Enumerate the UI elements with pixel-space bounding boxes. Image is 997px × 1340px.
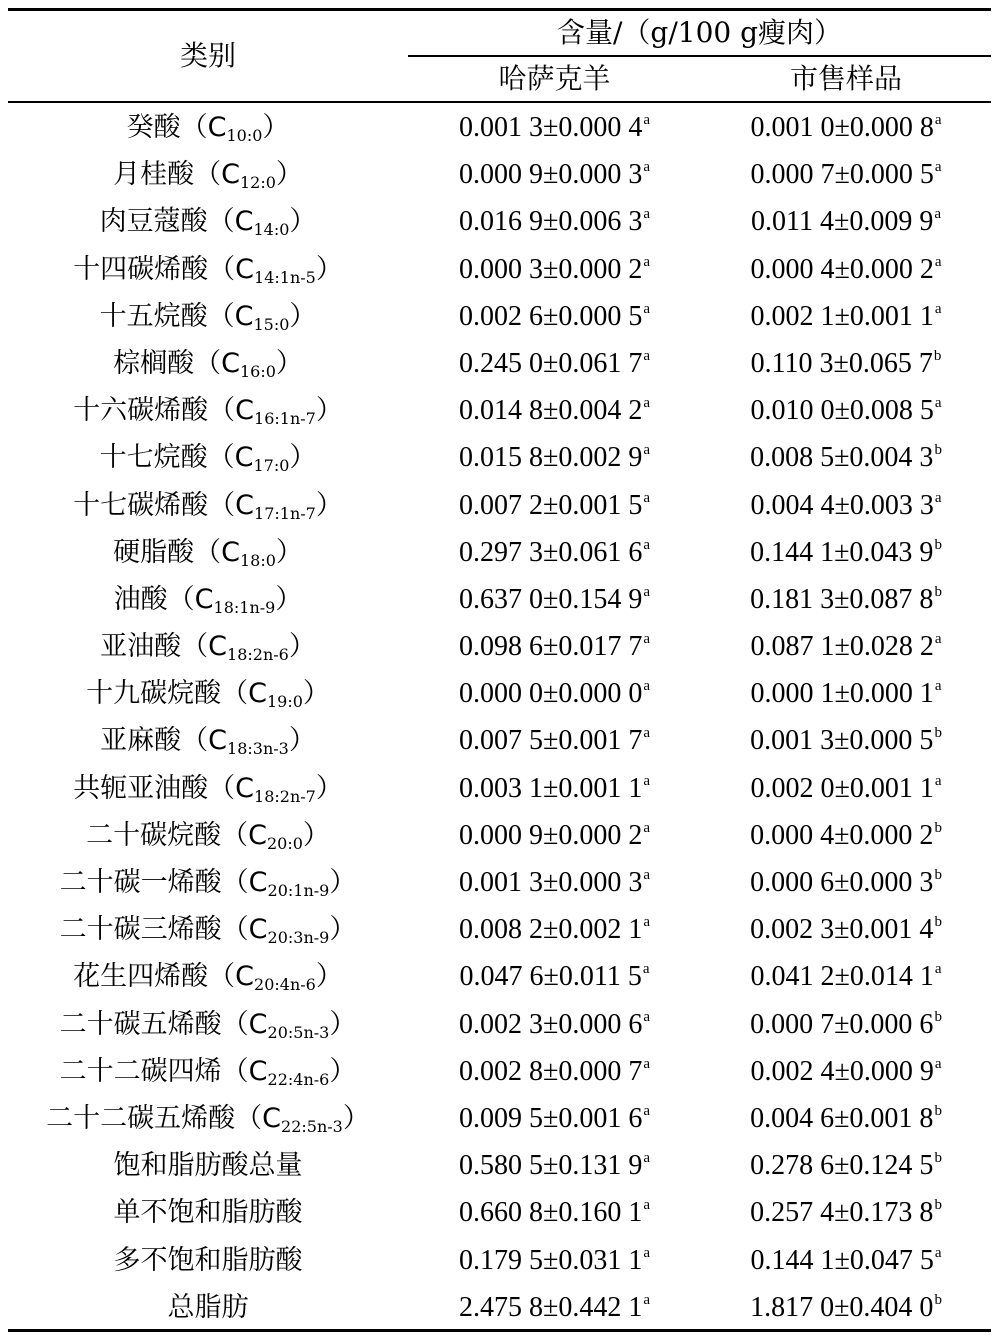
row-category: 亚麻酸$(C_{18:3n-3})$ bbox=[100, 725, 316, 759]
row-category: 月桂酸$(C_{12:0})$ bbox=[113, 159, 303, 193]
significance-letter: a bbox=[643, 772, 651, 789]
table-row bbox=[8, 623, 991, 670]
significance-letter: a bbox=[643, 631, 651, 648]
significance-letter: a bbox=[934, 489, 942, 506]
row-value-market-sample: 0.001 0±0.000 8$^a$ bbox=[750, 112, 942, 143]
row-value-kazakh-sheep: 0.001 3±0.000 4$^a$ bbox=[458, 112, 651, 143]
row-category: 总脂肪 bbox=[167, 1291, 249, 1323]
significance-letter: a bbox=[643, 536, 651, 553]
row-value-kazakh-sheep: 0.015 8±0.002 9$^a$ bbox=[458, 442, 651, 474]
significance-letter: b bbox=[934, 1197, 942, 1214]
header-col-kazakh-sheep: 哈萨克羊 bbox=[498, 62, 611, 95]
row-value-kazakh-sheep: 0.003 1±0.001 1$^a$ bbox=[458, 772, 651, 804]
table-body bbox=[8, 104, 991, 1331]
table-row bbox=[8, 576, 991, 623]
row-category: 十七烷酸$(C_{17:0})$ bbox=[99, 442, 317, 476]
table-top-rule bbox=[8, 8, 991, 11]
row-value-market-sample: 0.010 0±0.008 5$^a$ bbox=[750, 395, 942, 427]
significance-letter: b bbox=[934, 583, 942, 600]
row-category: 花生四烯酸$(C_{20:4n-6})$ bbox=[73, 961, 343, 995]
row-category: 二十二碳五烯酸$(C_{22:5n-3})$ bbox=[46, 1102, 370, 1136]
table-row bbox=[8, 812, 991, 859]
significance-letter: a bbox=[643, 1150, 651, 1167]
table-row bbox=[8, 104, 991, 151]
row-value-market-sample: 0.004 4±0.003 3$^a$ bbox=[750, 489, 942, 521]
row-category: 十六碳烯酸$(C_{16:1n-7})$ bbox=[73, 395, 343, 429]
row-value-kazakh-sheep: 0.002 8±0.000 7$^a$ bbox=[458, 1055, 651, 1087]
row-value-kazakh-sheep: 0.007 2±0.001 5$^a$ bbox=[458, 489, 651, 521]
significance-letter: a bbox=[643, 725, 651, 742]
significance-letter: b bbox=[934, 867, 942, 883]
row-category: 亚油酸$(C_{18:2n-6})$ bbox=[100, 631, 316, 665]
significance-letter: a bbox=[643, 347, 651, 364]
significance-letter: a bbox=[643, 300, 651, 317]
significance-letter: a bbox=[934, 159, 942, 176]
row-category: 十九碳烷酸$(C_{19:0})$ bbox=[86, 678, 330, 712]
significance-letter: a bbox=[934, 772, 942, 789]
row-value-kazakh-sheep: 0.007 5±0.001 7$^a$ bbox=[458, 725, 651, 757]
row-value-market-sample: 0.181 3±0.087 8$^b$ bbox=[750, 583, 942, 615]
row-value-market-sample: 0.000 4±0.000 2$^a$ bbox=[750, 253, 942, 285]
significance-letter: a bbox=[643, 395, 651, 412]
table-row bbox=[8, 1284, 991, 1331]
significance-letter: a bbox=[643, 583, 651, 600]
row-value-kazakh-sheep: 0.016 9±0.006 3$^a$ bbox=[458, 206, 651, 238]
significance-letter: a bbox=[643, 1102, 651, 1119]
row-value-kazakh-sheep: 0.297 3±0.061 6$^a$ bbox=[458, 536, 651, 568]
table-row bbox=[8, 1001, 991, 1048]
row-value-kazakh-sheep: 0.245 0±0.061 7$^a$ bbox=[458, 347, 651, 379]
table-row bbox=[8, 387, 991, 434]
significance-letter: a bbox=[934, 300, 942, 317]
row-value-market-sample: 0.144 1±0.047 5$^a$ bbox=[750, 1244, 942, 1276]
table-row bbox=[8, 953, 991, 1000]
row-category: 油酸$(C_{18:1n-9})$ bbox=[113, 583, 303, 617]
table-row bbox=[8, 434, 991, 481]
significance-letter: a bbox=[643, 867, 651, 883]
row-value-market-sample: 0.011 4±0.009 9$^a$ bbox=[751, 206, 941, 238]
row-value-market-sample: 0.002 1±0.001 1$^a$ bbox=[750, 300, 942, 332]
row-category: 肉豆蔻酸$(C_{14:0})$ bbox=[99, 206, 317, 240]
row-value-kazakh-sheep: 0.098 6±0.017 7$^a$ bbox=[458, 631, 651, 663]
header-content: 含量/（g/100 g瘦肉） bbox=[556, 16, 843, 49]
table-row bbox=[8, 529, 991, 576]
significance-letter: a bbox=[642, 961, 650, 978]
row-value-market-sample: 0.002 3±0.001 4$^b$ bbox=[750, 914, 942, 946]
row-value-kazakh-sheep: 0.179 5±0.031 1$^a$ bbox=[458, 1244, 651, 1276]
significance-letter: a bbox=[643, 678, 651, 695]
significance-letter: a bbox=[934, 395, 942, 412]
table-row bbox=[8, 1189, 991, 1236]
significance-letter: a bbox=[934, 1055, 942, 1072]
table-row bbox=[8, 198, 991, 245]
row-value-kazakh-sheep: 0.001 3±0.000 3$^a$ bbox=[458, 867, 651, 898]
significance-letter: a bbox=[643, 1055, 651, 1072]
row-value-market-sample: 0.144 1±0.043 9$^b$ bbox=[750, 536, 942, 568]
significance-letter: a bbox=[643, 159, 651, 176]
row-value-kazakh-sheep: 0.580 5±0.131 9$^a$ bbox=[458, 1150, 651, 1182]
row-value-market-sample: 0.000 4±0.000 2$^b$ bbox=[750, 819, 942, 851]
table-row bbox=[8, 482, 991, 529]
significance-letter: b bbox=[933, 347, 942, 364]
table-bottom-rule bbox=[8, 1329, 991, 1332]
row-value-market-sample: 0.001 3±0.000 5$^b$ bbox=[750, 725, 942, 757]
significance-letter: a bbox=[934, 253, 942, 270]
row-value-kazakh-sheep: 0.000 9±0.000 3$^a$ bbox=[458, 159, 651, 191]
table-row bbox=[8, 340, 991, 387]
table-row bbox=[8, 1095, 991, 1142]
row-category: 共轭亚油酸$(C_{18:2n-7})$ bbox=[73, 772, 343, 806]
table-row bbox=[8, 906, 991, 953]
significance-letter: a bbox=[643, 489, 651, 506]
row-value-market-sample: 0.000 1±0.000 1$^a$ bbox=[750, 678, 942, 710]
table-row bbox=[8, 859, 991, 906]
significance-letter: b bbox=[934, 914, 942, 931]
significance-letter: a bbox=[934, 631, 942, 648]
significance-letter: b bbox=[934, 1102, 942, 1119]
significance-letter: b bbox=[934, 819, 942, 836]
row-category: 二十碳三烯酸$(C_{20:3n-9})$ bbox=[59, 914, 357, 948]
row-category: 多不饱和脂肪酸 bbox=[113, 1244, 303, 1276]
significance-letter: a bbox=[643, 253, 651, 270]
table-row bbox=[8, 1237, 991, 1284]
row-value-market-sample: 0.257 4±0.173 8$^b$ bbox=[750, 1197, 942, 1229]
significance-letter: b bbox=[934, 536, 942, 553]
significance-letter: b bbox=[934, 725, 942, 742]
significance-letter: a bbox=[643, 819, 651, 836]
row-value-market-sample: 0.278 6±0.124 5$^b$ bbox=[750, 1150, 942, 1182]
row-category: 二十二碳四烯$(C_{22:4n-6})$ bbox=[59, 1055, 357, 1089]
row-category: 单不饱和脂肪酸 bbox=[113, 1197, 303, 1229]
row-value-kazakh-sheep: 0.014 8±0.004 2$^a$ bbox=[458, 395, 651, 427]
row-value-kazakh-sheep: 0.000 3±0.000 2$^a$ bbox=[458, 253, 651, 285]
header-bottom-rule bbox=[8, 101, 991, 103]
significance-letter: b bbox=[934, 442, 942, 459]
header-col-market-sample: 市售样品 bbox=[789, 62, 902, 95]
row-value-market-sample: 0.004 6±0.001 8$^b$ bbox=[750, 1102, 942, 1134]
row-value-market-sample: 1.817 0±0.404 0$^b$ bbox=[750, 1291, 942, 1323]
row-value-kazakh-sheep: 0.002 3±0.000 6$^a$ bbox=[458, 1008, 651, 1040]
row-category: 十七碳烯酸$(C_{17:1n-7})$ bbox=[73, 489, 343, 523]
significance-letter: b bbox=[934, 1291, 942, 1308]
row-value-kazakh-sheep: 0.008 2±0.002 1$^a$ bbox=[458, 914, 651, 946]
significance-letter: a bbox=[934, 678, 942, 695]
significance-letter: a bbox=[934, 206, 941, 223]
significance-letter: a bbox=[643, 442, 651, 459]
row-category: 饱和脂肪酸总量 bbox=[113, 1150, 303, 1182]
significance-letter: a bbox=[643, 1008, 651, 1025]
row-category: 二十碳一烯酸$(C_{20:1n-9})$ bbox=[59, 867, 357, 900]
row-category: 硬脂酸$(C_{18:0})$ bbox=[113, 536, 303, 570]
row-value-kazakh-sheep: 2.475 8±0.442 1$^a$ bbox=[458, 1291, 651, 1323]
significance-letter: a bbox=[934, 112, 942, 128]
table-row bbox=[8, 670, 991, 717]
row-value-market-sample: 0.110 3±0.065 7$^b$ bbox=[750, 347, 942, 379]
row-value-kazakh-sheep: 0.047 6±0.011 5$^a$ bbox=[459, 961, 650, 993]
row-category: 十四碳烯酸$(C_{14:1n-5})$ bbox=[73, 253, 343, 287]
table-row bbox=[8, 293, 991, 340]
significance-letter: a bbox=[643, 1291, 651, 1308]
table-row bbox=[8, 246, 991, 293]
row-value-market-sample: 0.008 5±0.004 3$^b$ bbox=[750, 442, 942, 474]
row-category: 二十碳五烯酸$(C_{20:5n-3})$ bbox=[59, 1008, 357, 1042]
header-category: 类别 bbox=[179, 39, 236, 72]
row-value-kazakh-sheep: 0.009 5±0.001 6$^a$ bbox=[458, 1102, 651, 1134]
table-row bbox=[8, 717, 991, 764]
row-value-kazakh-sheep: 0.000 0±0.000 0$^a$ bbox=[458, 678, 651, 710]
header-sub-rule bbox=[408, 55, 991, 57]
row-value-market-sample: 0.000 7±0.000 5$^a$ bbox=[750, 159, 942, 191]
row-value-market-sample: 0.002 4±0.000 9$^a$ bbox=[750, 1055, 942, 1087]
row-value-kazakh-sheep: 0.002 6±0.000 5$^a$ bbox=[458, 300, 651, 332]
significance-letter: a bbox=[934, 961, 942, 978]
row-value-market-sample: 0.002 0±0.001 1$^a$ bbox=[750, 772, 942, 804]
table-row bbox=[8, 151, 991, 198]
row-category: 二十碳烷酸$(C_{20:0})$ bbox=[86, 819, 330, 853]
row-category: 癸酸$(C_{10:0})$ bbox=[126, 112, 290, 145]
row-value-kazakh-sheep: 0.660 8±0.160 1$^a$ bbox=[458, 1197, 651, 1229]
row-value-market-sample: 0.000 6±0.000 3$^b$ bbox=[750, 867, 942, 898]
row-value-market-sample: 0.041 2±0.014 1$^a$ bbox=[750, 961, 942, 993]
table-row bbox=[8, 1048, 991, 1095]
significance-letter: a bbox=[934, 1244, 942, 1261]
significance-letter: a bbox=[643, 1197, 651, 1214]
significance-letter: b bbox=[934, 1150, 942, 1167]
table-row bbox=[8, 1142, 991, 1189]
significance-letter: b bbox=[934, 1008, 942, 1025]
row-value-kazakh-sheep: 0.000 9±0.000 2$^a$ bbox=[458, 819, 651, 851]
row-category: 棕榈酸$(C_{16:0})$ bbox=[113, 347, 303, 381]
significance-letter: a bbox=[643, 1244, 651, 1261]
row-value-kazakh-sheep: 0.637 0±0.154 9$^a$ bbox=[458, 583, 651, 615]
table-row bbox=[8, 765, 991, 812]
row-value-market-sample: 0.087 1±0.028 2$^a$ bbox=[750, 631, 942, 663]
row-category: 十五烷酸$(C_{15:0})$ bbox=[99, 300, 317, 334]
significance-letter: a bbox=[643, 112, 651, 128]
row-value-market-sample: 0.000 7±0.000 6$^b$ bbox=[750, 1008, 942, 1040]
significance-letter: a bbox=[643, 206, 651, 223]
significance-letter: a bbox=[643, 914, 651, 931]
